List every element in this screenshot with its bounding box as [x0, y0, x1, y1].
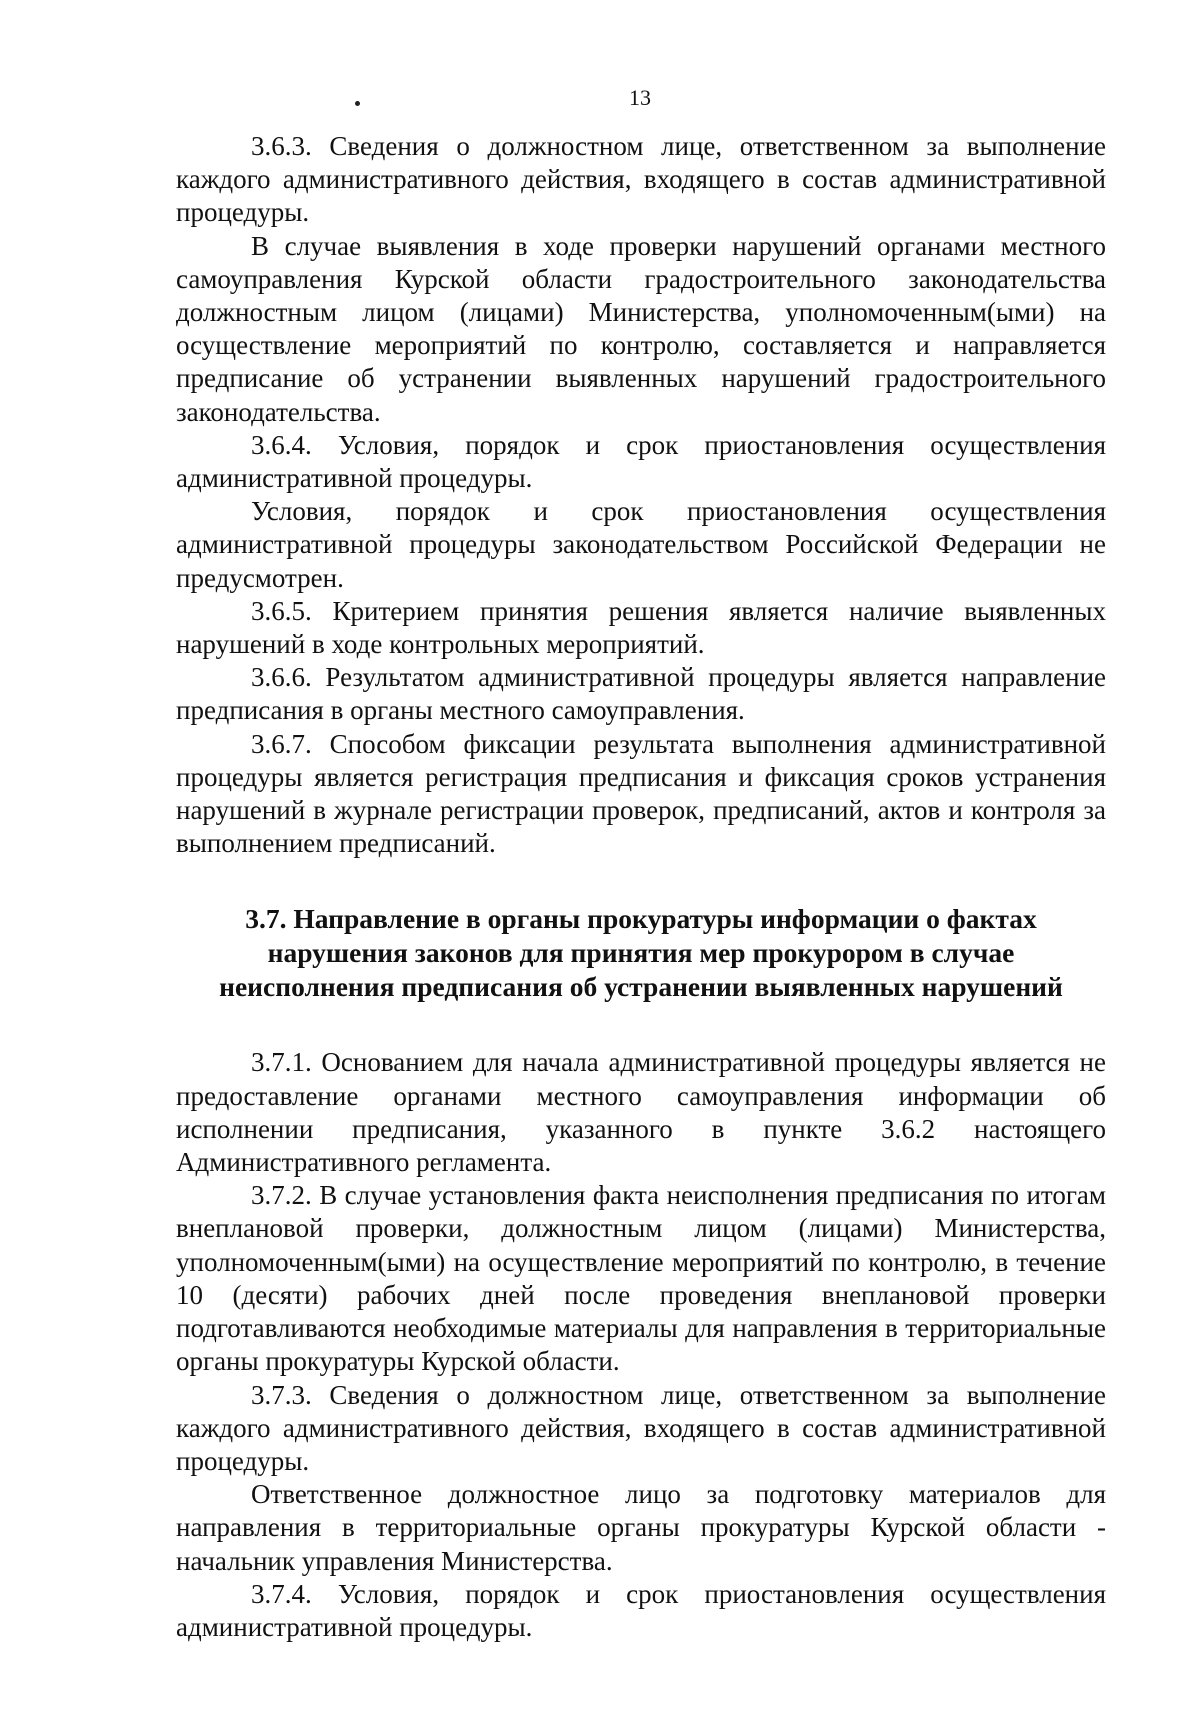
document-body	[176, 130, 1106, 1644]
paragraph-3-7-2: 3.7.2. В случае установления факта неисполнения предписания по итогам внеплановой проверки, должностным лицом (лицами) Министерства, уполномоченным(ыми) на осуществление мероприятий по контролю, в течение 10 (десяти) рабочих дней после проведения внеплановой проверки подготавливаются необходимые материалы для направления в территориальные органы прокуратуры Курской области.	[176, 1180, 1106, 1377]
paragraph-responsible-official: Ответственное должностное лицо за подготовку материалов для направления в территориальные органы прокуратуры Курской области - начальник управления Министерства.	[176, 1479, 1106, 1576]
section-heading-3-7	[176, 902, 1106, 1004]
paragraph-3-7-3: 3.7.3. Сведения о должностном лице, ответственном за выполнение каждого административного действия, входящего в состав административной процедуры.	[176, 1379, 1106, 1476]
scan-speck	[355, 101, 360, 106]
paragraph-3-6-4: 3.6.4. Условия, порядок и срок приостановления осуществления административной процедуры.	[176, 429, 1106, 494]
paragraph-violations-prescription: В случае выявления в ходе проверки нарушений органами местного самоуправления Курской области градостроительного законодательства должностным лицом (лицами) Министерства, уполномоченным(ыми) на осуществление мероприятий по контролю, составляется и направляется предписание об устранении выявленных нарушений градостроительного законодательства.	[176, 230, 1106, 427]
paragraph-3-7-1: 3.7.1. Основанием для начала административной процедуры является не предоставление органами местного самоуправления информации об исполнении предписания, указанного в пункте 3.6.2 настоящего Административного регламента.	[176, 1047, 1106, 1178]
paragraph-3-6-6: 3.6.6. Результатом административной процедуры является направление предписания в органы местного самоуправления.	[176, 662, 1106, 726]
section-heading-line: неисполнения предписания об устранении выявленных нарушений	[219, 971, 1063, 1003]
paragraph-suspension-not-provided: Условия, порядок и срок приостановления осуществления административной процедуры законодательством Российской Федерации не предусмотрен.	[176, 496, 1106, 593]
paragraph-3-7-4: 3.7.4. Условия, порядок и срок приостановления осуществления административной процедуры.	[176, 1578, 1106, 1642]
paragraph-3-6-3: 3.6.3. Сведения о должностном лице, ответственном за выполнение каждого административного действия, входящего в состав административной процедуры.	[176, 131, 1106, 228]
section-heading-line: нарушения законов для принятия мер прокурором в случае	[267, 937, 1015, 969]
section-heading-line: 3.7. Направление в органы прокуратуры информации о фактах	[245, 903, 1037, 935]
paragraph-3-6-7: 3.6.7. Способом фиксации результата выполнения административной процедуры является регистрация предписания и фиксация сроков устранения нарушений в журнале регистрации проверок, предписаний, актов и контроля за выполнением предписаний.	[176, 728, 1106, 859]
paragraph-3-6-5: 3.6.5. Критерием принятия решения является наличие выявленных нарушений в ходе контрольных мероприятий.	[176, 595, 1106, 660]
page-number: 13	[629, 85, 651, 110]
